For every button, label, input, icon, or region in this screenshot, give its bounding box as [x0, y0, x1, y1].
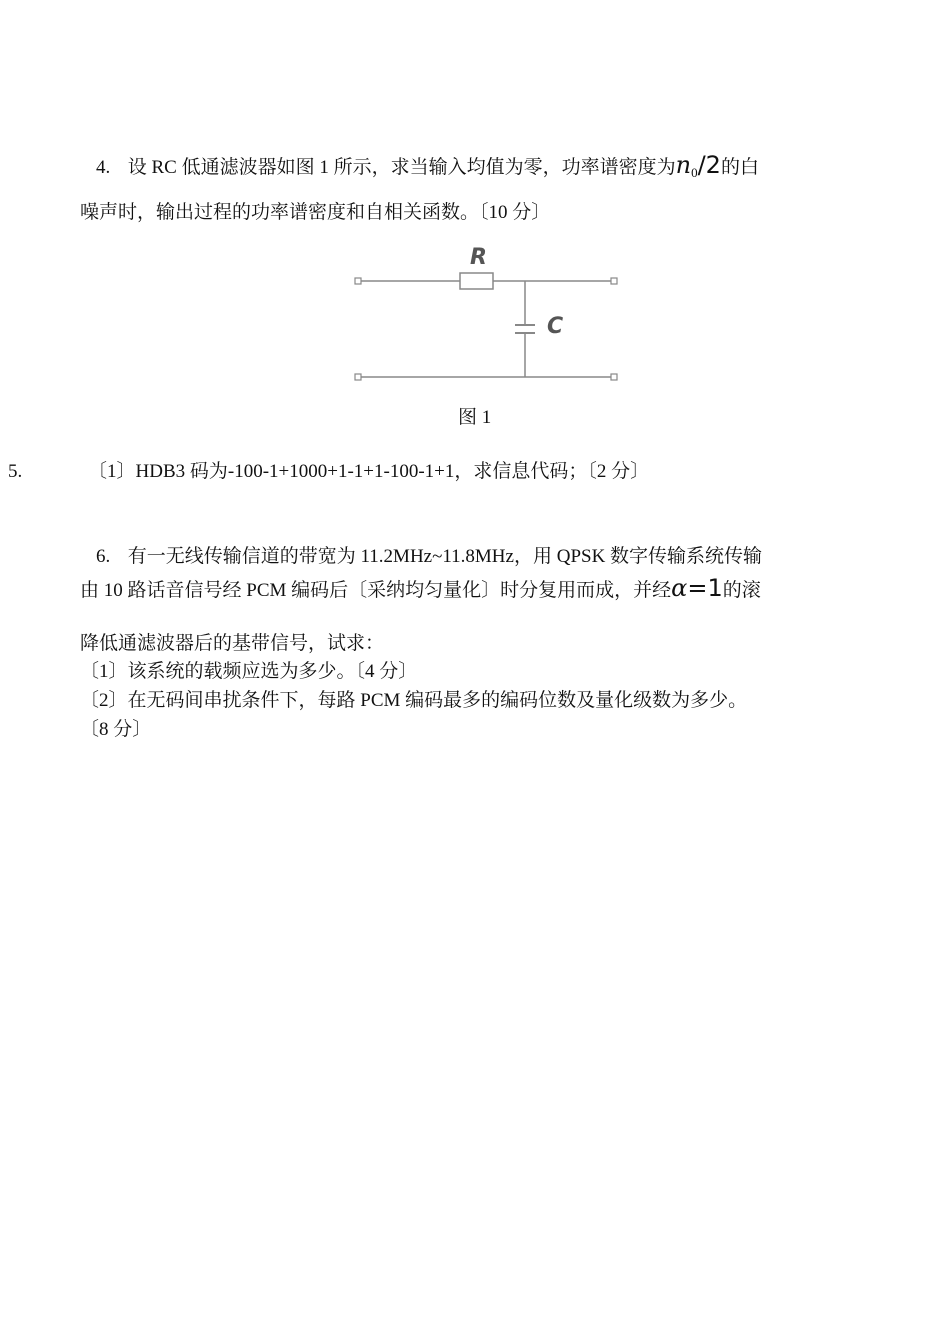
- q4-formula-rest: /2: [697, 151, 721, 179]
- capacitor-label: C: [547, 314, 564, 339]
- q6-formula-alpha: α: [671, 574, 688, 602]
- q6-line2-text-a: 由 10 路话音信号经 PCM 编码后〔采纳均匀量化〕时分复用而成，并经: [80, 580, 672, 601]
- q6-number: 6.: [96, 546, 111, 567]
- q6-line3: 降低通滤波器后的基带信号，试求：: [80, 633, 385, 654]
- terminal-top-left: [355, 278, 361, 284]
- q4-formula-sub: 0: [691, 165, 698, 180]
- terminal-bottom-right: [611, 374, 617, 380]
- q4-number: 4.: [96, 157, 111, 178]
- q4-formula-n: n: [675, 151, 692, 179]
- q6-sub2-cont: 〔8 分〕: [80, 719, 152, 740]
- figure-caption: 图 1: [458, 407, 492, 428]
- terminal-bottom-left: [355, 374, 361, 380]
- q4-line2: 噪声时，输出过程的功率谱密度和自相关函数。〔10 分〕: [80, 202, 551, 223]
- q6-sub1: 〔1〕该系统的载频应选为多少。〔4 分〕: [80, 661, 418, 682]
- rc-circuit-diagram: [340, 240, 630, 390]
- q6-formula-eq: =1: [687, 574, 723, 602]
- q4-text-a: 设 RC 低通滤波器如图 1 所示，求当输入均值为零，功率谱密度为: [127, 157, 676, 178]
- q5-text: 〔1〕HDB3 码为-100-1+1000+1-1+1-100-1+1，求信息代码；〔2 分〕: [88, 461, 650, 482]
- q5-number: 5.: [8, 461, 23, 482]
- q6-line1-text: 有一无线传输信道的带宽为 11.2MHz~11.8MHz，用 QPSK 数字传输系统传输: [127, 546, 763, 567]
- q4-text-b: 的白: [720, 157, 759, 178]
- resistor: [460, 273, 493, 289]
- q6-sub2: 〔2〕在无码间串扰条件下，每路 PCM 编码最多的编码位数及量化级数为多少。: [80, 690, 748, 711]
- resistor-label: R: [470, 245, 487, 270]
- q4-line1: [96, 153, 759, 185]
- q6-line1: [96, 545, 762, 569]
- q6-line2: [80, 576, 761, 603]
- q6-line2-text-b: 的滚: [722, 580, 761, 601]
- terminal-top-right: [611, 278, 617, 284]
